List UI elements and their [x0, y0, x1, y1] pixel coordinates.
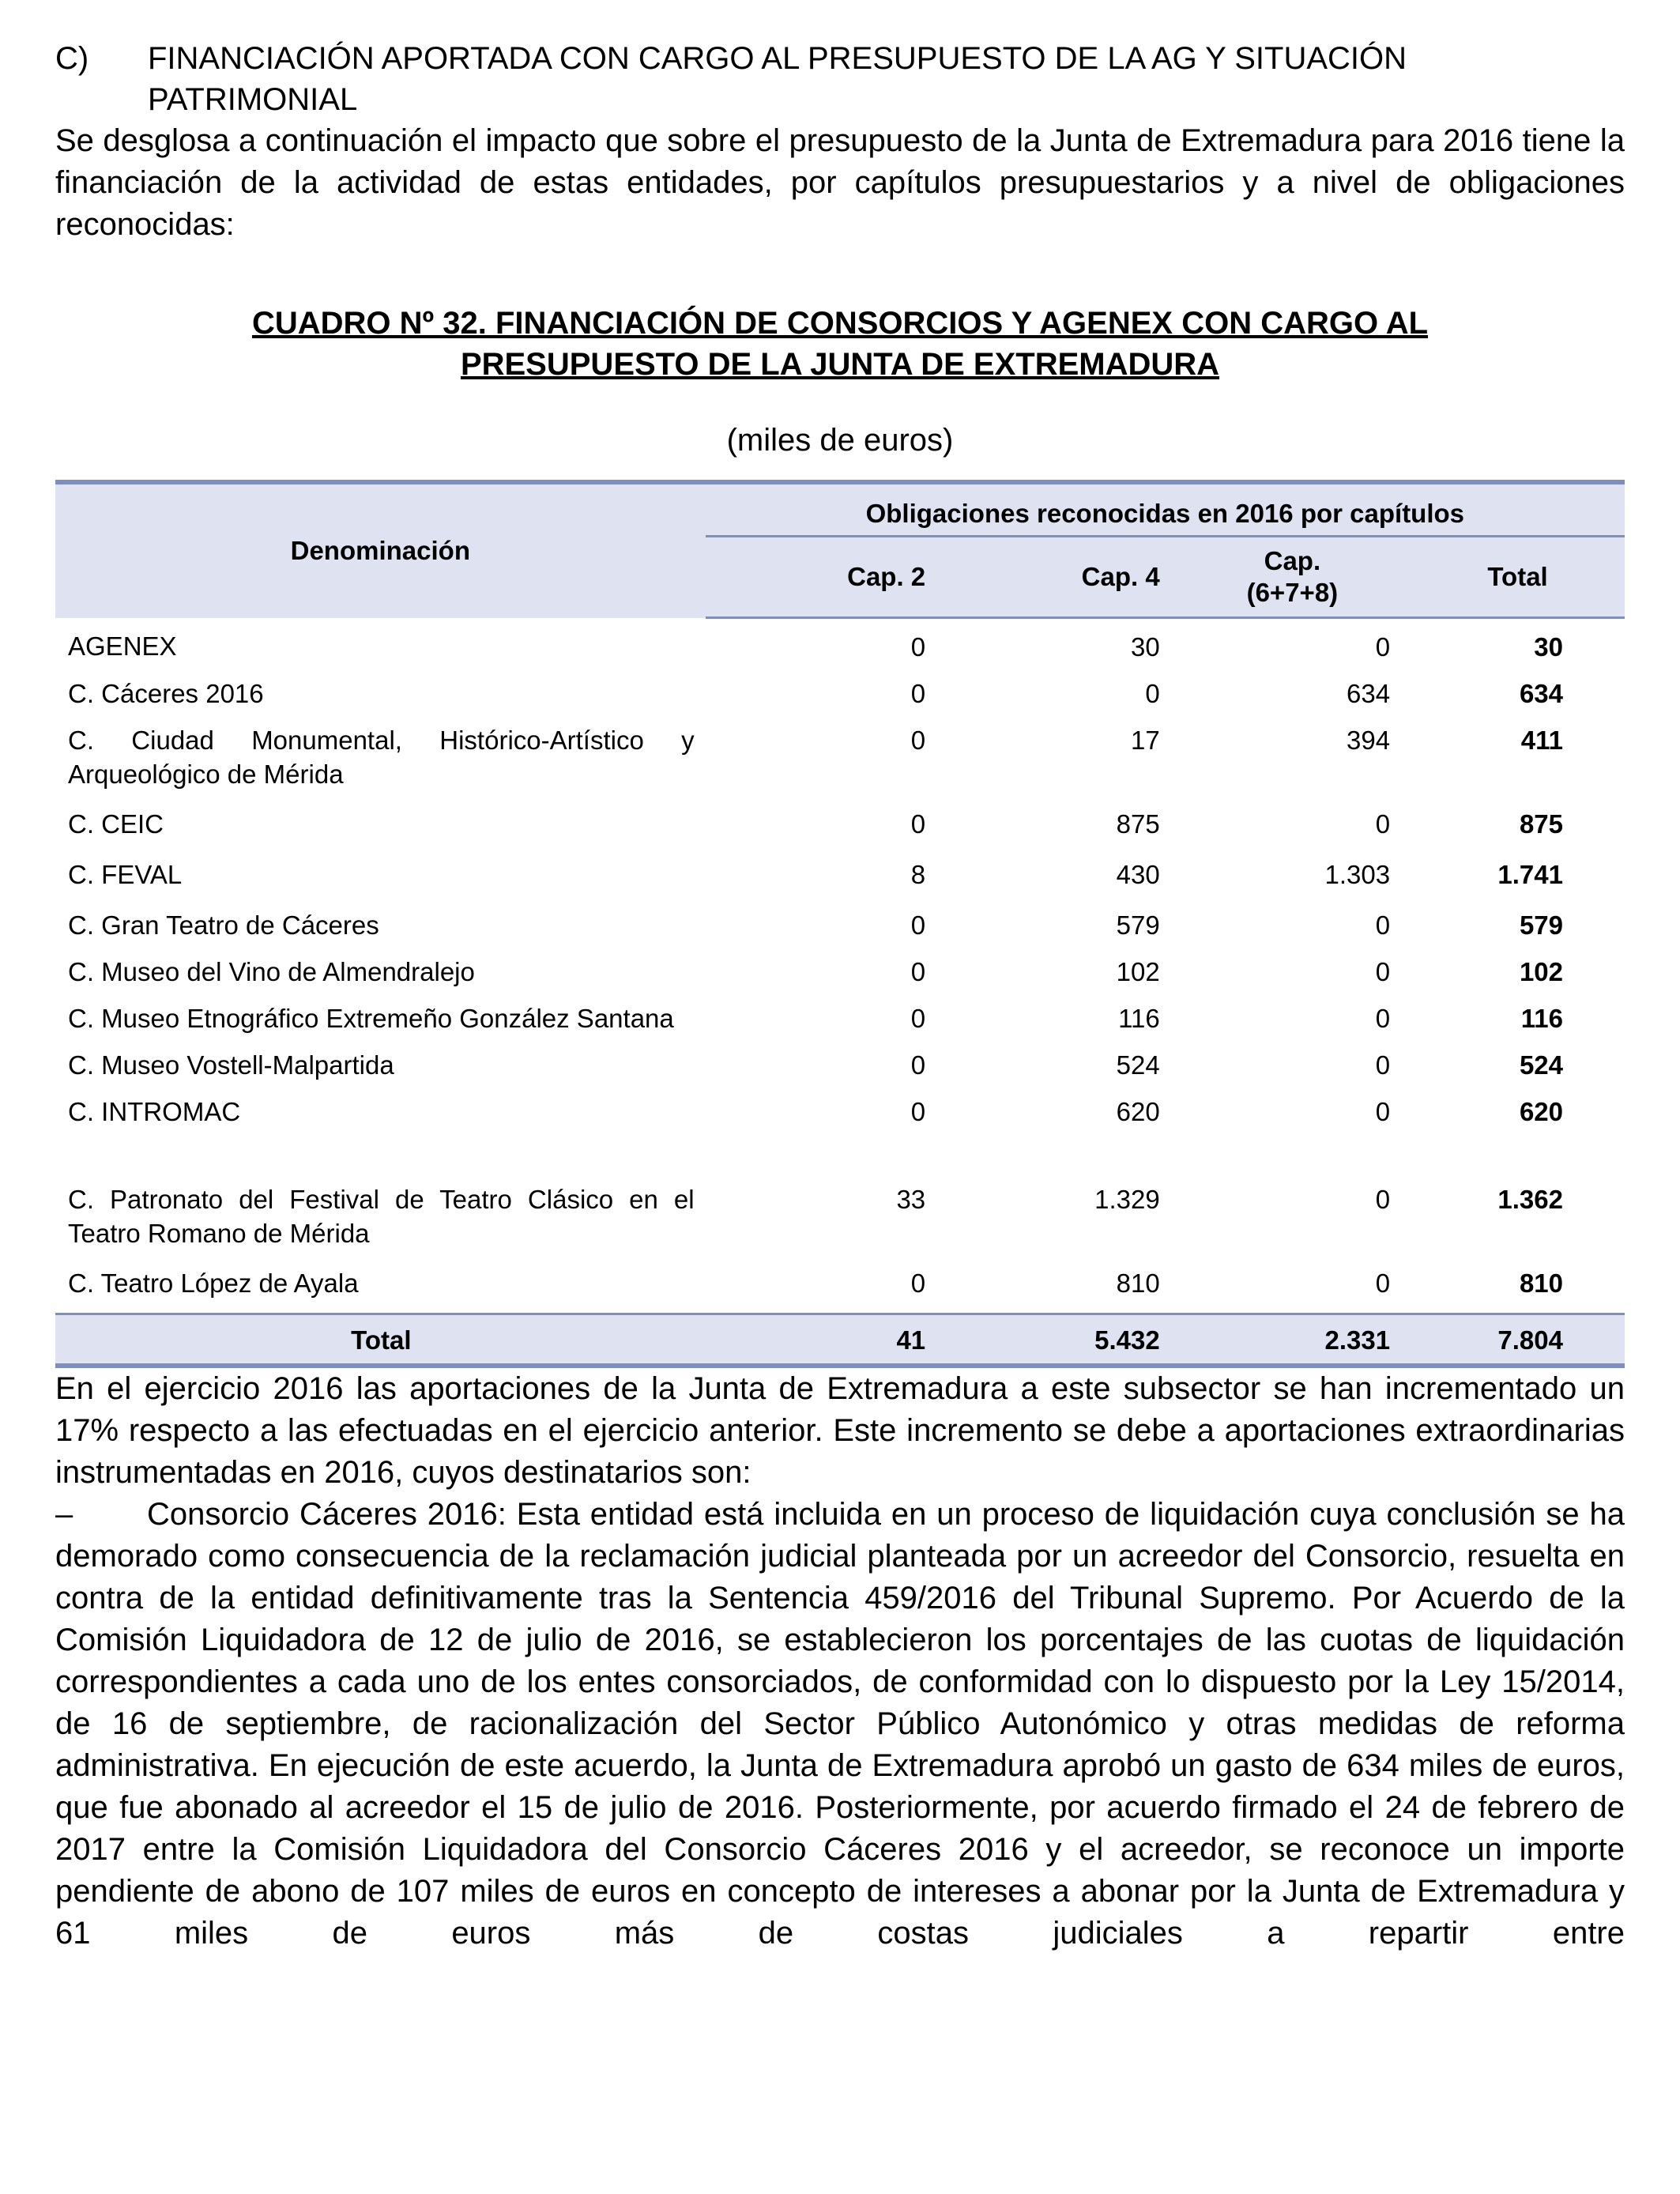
row-name: C. Museo del Vino de Almendralejo	[68, 957, 475, 986]
cell-cap2: 0	[910, 910, 926, 940]
cell-total: 579	[1519, 910, 1563, 940]
table-row	[55, 955, 1625, 1001]
cell-cap678: 0	[1375, 632, 1391, 662]
cell-total: 1.362	[1497, 1185, 1563, 1214]
row-name: C. INTROMAC	[68, 1097, 241, 1126]
cell-cap678: 0	[1375, 1097, 1391, 1126]
row-name: C. Patronato del Festival de Teatro Clásico en el Teatro Romano de Mérida	[68, 1185, 695, 1248]
cell-cap2: 33	[896, 1185, 926, 1214]
cell-total: 634	[1519, 679, 1563, 708]
table-row	[55, 908, 1625, 955]
cell-total: 875	[1519, 809, 1563, 839]
cell-cap4: 579	[1116, 910, 1160, 940]
cell-cap678: 0	[1375, 1004, 1391, 1033]
table-row	[55, 807, 1625, 858]
header-denominacion: Denominación	[55, 482, 706, 618]
header-cap678	[1174, 537, 1411, 618]
row-name: C. Museo Vostell-Malpartida	[68, 1050, 394, 1080]
cell-cap4: 0	[1145, 679, 1160, 708]
cell-total: 810	[1519, 1269, 1563, 1298]
document-page	[55, 38, 1625, 1955]
table-title-line-1: CUADRO Nº 32. FINANCIACIÓN DE CONSORCIOS Y AGENEX CON CARGO AL	[251, 306, 1429, 341]
cell-cap4: 430	[1116, 860, 1160, 889]
table-row	[55, 618, 1625, 677]
after-table-paragraph: En el ejercicio 2016 las aportaciones de la Junta de Extremadura a este subsector se han incrementado un 17% respecto a las efectuadas en el ejercicio anterior. Este incremento se debe a aportaciones extraordinarias instrumentadas en 2016, cuyos destinatarios son:	[55, 1371, 1625, 1490]
table-row	[55, 1048, 1625, 1095]
cell-cap678: 634	[1347, 679, 1391, 708]
cell-cap678: 0	[1375, 1050, 1391, 1080]
table-row	[55, 1001, 1625, 1048]
table-title	[55, 303, 1625, 385]
cell-cap2: 0	[910, 957, 926, 986]
bullet-text: Consorcio Cáceres 2016: Esta entidad está incluida en un proceso de liquidación cuya conclusión se ha demorado como consecuencia de la reclamación judicial planteada por un acreedor del Consorcio, resuelta en contra de la entidad definitivamente tras la Sentencia 459/2016 del Tribunal Supremo. Por Acuerdo de la Comisión Liquidadora de 12 de julio de 2016, se establecieron los porcentajes de las cuotas de liquidación correspondientes a cada uno de los entes consorciados, de conformidad con lo dispuesto por la Ley 15/2014, de 16 de septiembre, de racionalización del Sector Público Autonómico y otras medidas de reforma administrativa. En ejecución de este acuerdo, la Junta de Extremadura aprobó un gasto de 634 miles de euros, que fue abonado al acreedor el 15 de julio de 2016. Posteriormente, por acuerdo firmado el 24 de febrero de 2017 entre la Comisión Liquidadora del Consorcio Cáceres 2016 y el acreedor, se reconoce un importe pendiente de abono de 107 miles de euros en concepto de intereses a abonar por la Junta de Extremadura y 61 miles de euros más de costas judiciales a repartir entre	[55, 1497, 1625, 1951]
cell-cap678: 394	[1347, 726, 1391, 755]
row-name: C. Gran Teatro de Cáceres	[68, 910, 379, 940]
total-cap4: 5.432	[940, 1314, 1174, 1367]
table-title-line-2: PRESUPUESTO DE LA JUNTA DE EXTREMADURA	[460, 347, 1220, 382]
table-total-row	[55, 1314, 1625, 1367]
cell-total: 116	[1520, 1004, 1563, 1033]
table-row	[55, 677, 1625, 723]
section-heading	[55, 38, 1625, 120]
row-name: AGENEX	[68, 631, 177, 661]
header-cap4: Cap. 4	[940, 537, 1174, 618]
cell-total: 411	[1520, 726, 1563, 755]
total-cap678: 2.331	[1174, 1314, 1411, 1367]
table-row	[55, 1141, 1625, 1266]
cell-total: 30	[1534, 632, 1563, 662]
header-cap678-line2: (6+7+8)	[1246, 578, 1339, 607]
total-total: 7.804	[1411, 1314, 1625, 1367]
cell-cap678: 0	[1375, 957, 1391, 986]
cell-cap2: 0	[910, 1050, 926, 1080]
cell-cap2: 8	[910, 860, 926, 889]
cell-cap2: 0	[910, 1004, 926, 1033]
cell-cap4: 810	[1116, 1269, 1160, 1298]
total-cap2: 41	[706, 1314, 940, 1367]
bullet-paragraph	[55, 1494, 1625, 1955]
header-cap2: Cap. 2	[706, 537, 940, 618]
header-total: Total	[1411, 537, 1625, 618]
dash-bullet: –	[55, 1497, 73, 1532]
row-name: C. Ciudad Monumental, Histórico-Artístico y Arqueológico de Mérida	[68, 726, 695, 789]
cell-total: 1.741	[1497, 860, 1563, 889]
section-letter: C)	[55, 41, 89, 76]
row-name: C. CEIC	[68, 809, 164, 839]
total-label: Total	[55, 1314, 706, 1367]
cell-total: 102	[1519, 957, 1563, 986]
cell-cap2: 0	[910, 679, 926, 708]
cell-cap678: 0	[1375, 809, 1391, 839]
cell-cap2: 0	[910, 726, 926, 755]
row-name: C. Cáceres 2016	[68, 679, 264, 708]
cell-cap2: 0	[910, 1097, 926, 1126]
table-row	[55, 723, 1625, 807]
row-name: C. FEVAL	[68, 860, 183, 889]
cell-cap2: 0	[910, 632, 926, 662]
header-cap678-line1: Cap.	[1264, 546, 1321, 575]
intro-paragraph: Se desglosa a continuación el impacto que sobre el presupuesto de la Junta de Extremadura para 2016 tiene la financiación de la actividad de estas entidades, por capítulos presupuestarios y a nivel de obligaciones reconocidas:	[55, 123, 1625, 242]
cell-cap4: 30	[1130, 632, 1160, 662]
cell-cap678: 1.303	[1324, 860, 1391, 889]
cell-total: 524	[1519, 1050, 1563, 1080]
cell-cap2: 0	[910, 1269, 926, 1298]
cell-cap4: 116	[1118, 1004, 1160, 1033]
cell-cap4: 1.329	[1094, 1185, 1160, 1214]
cell-cap678: 0	[1375, 1185, 1391, 1214]
table-row	[55, 858, 1625, 908]
cell-cap4: 875	[1116, 809, 1160, 839]
section-title: FINANCIACIÓN APORTADA CON CARGO AL PRESUPUESTO DE LA AG Y SITUACIÓN PATRIMONIAL	[148, 41, 1407, 117]
cell-total: 620	[1519, 1097, 1563, 1126]
cell-cap678: 0	[1375, 1269, 1391, 1298]
cell-cap678: 0	[1375, 910, 1391, 940]
table-row	[55, 1266, 1625, 1314]
cell-cap2: 0	[910, 809, 926, 839]
table-row	[55, 1095, 1625, 1141]
cell-cap4: 620	[1116, 1097, 1160, 1126]
financing-table	[55, 480, 1625, 1368]
table-units: (miles de euros)	[726, 423, 954, 458]
cell-cap4: 524	[1116, 1050, 1160, 1080]
cell-cap4: 17	[1130, 726, 1160, 755]
header-obligaciones: Obligaciones reconocidas en 2016 por capítulos	[706, 482, 1625, 537]
cell-cap4: 102	[1116, 957, 1160, 986]
row-name: C. Teatro López de Ayala	[68, 1269, 359, 1298]
row-name: C. Museo Etnográfico Extremeño González Santana	[68, 1004, 674, 1033]
